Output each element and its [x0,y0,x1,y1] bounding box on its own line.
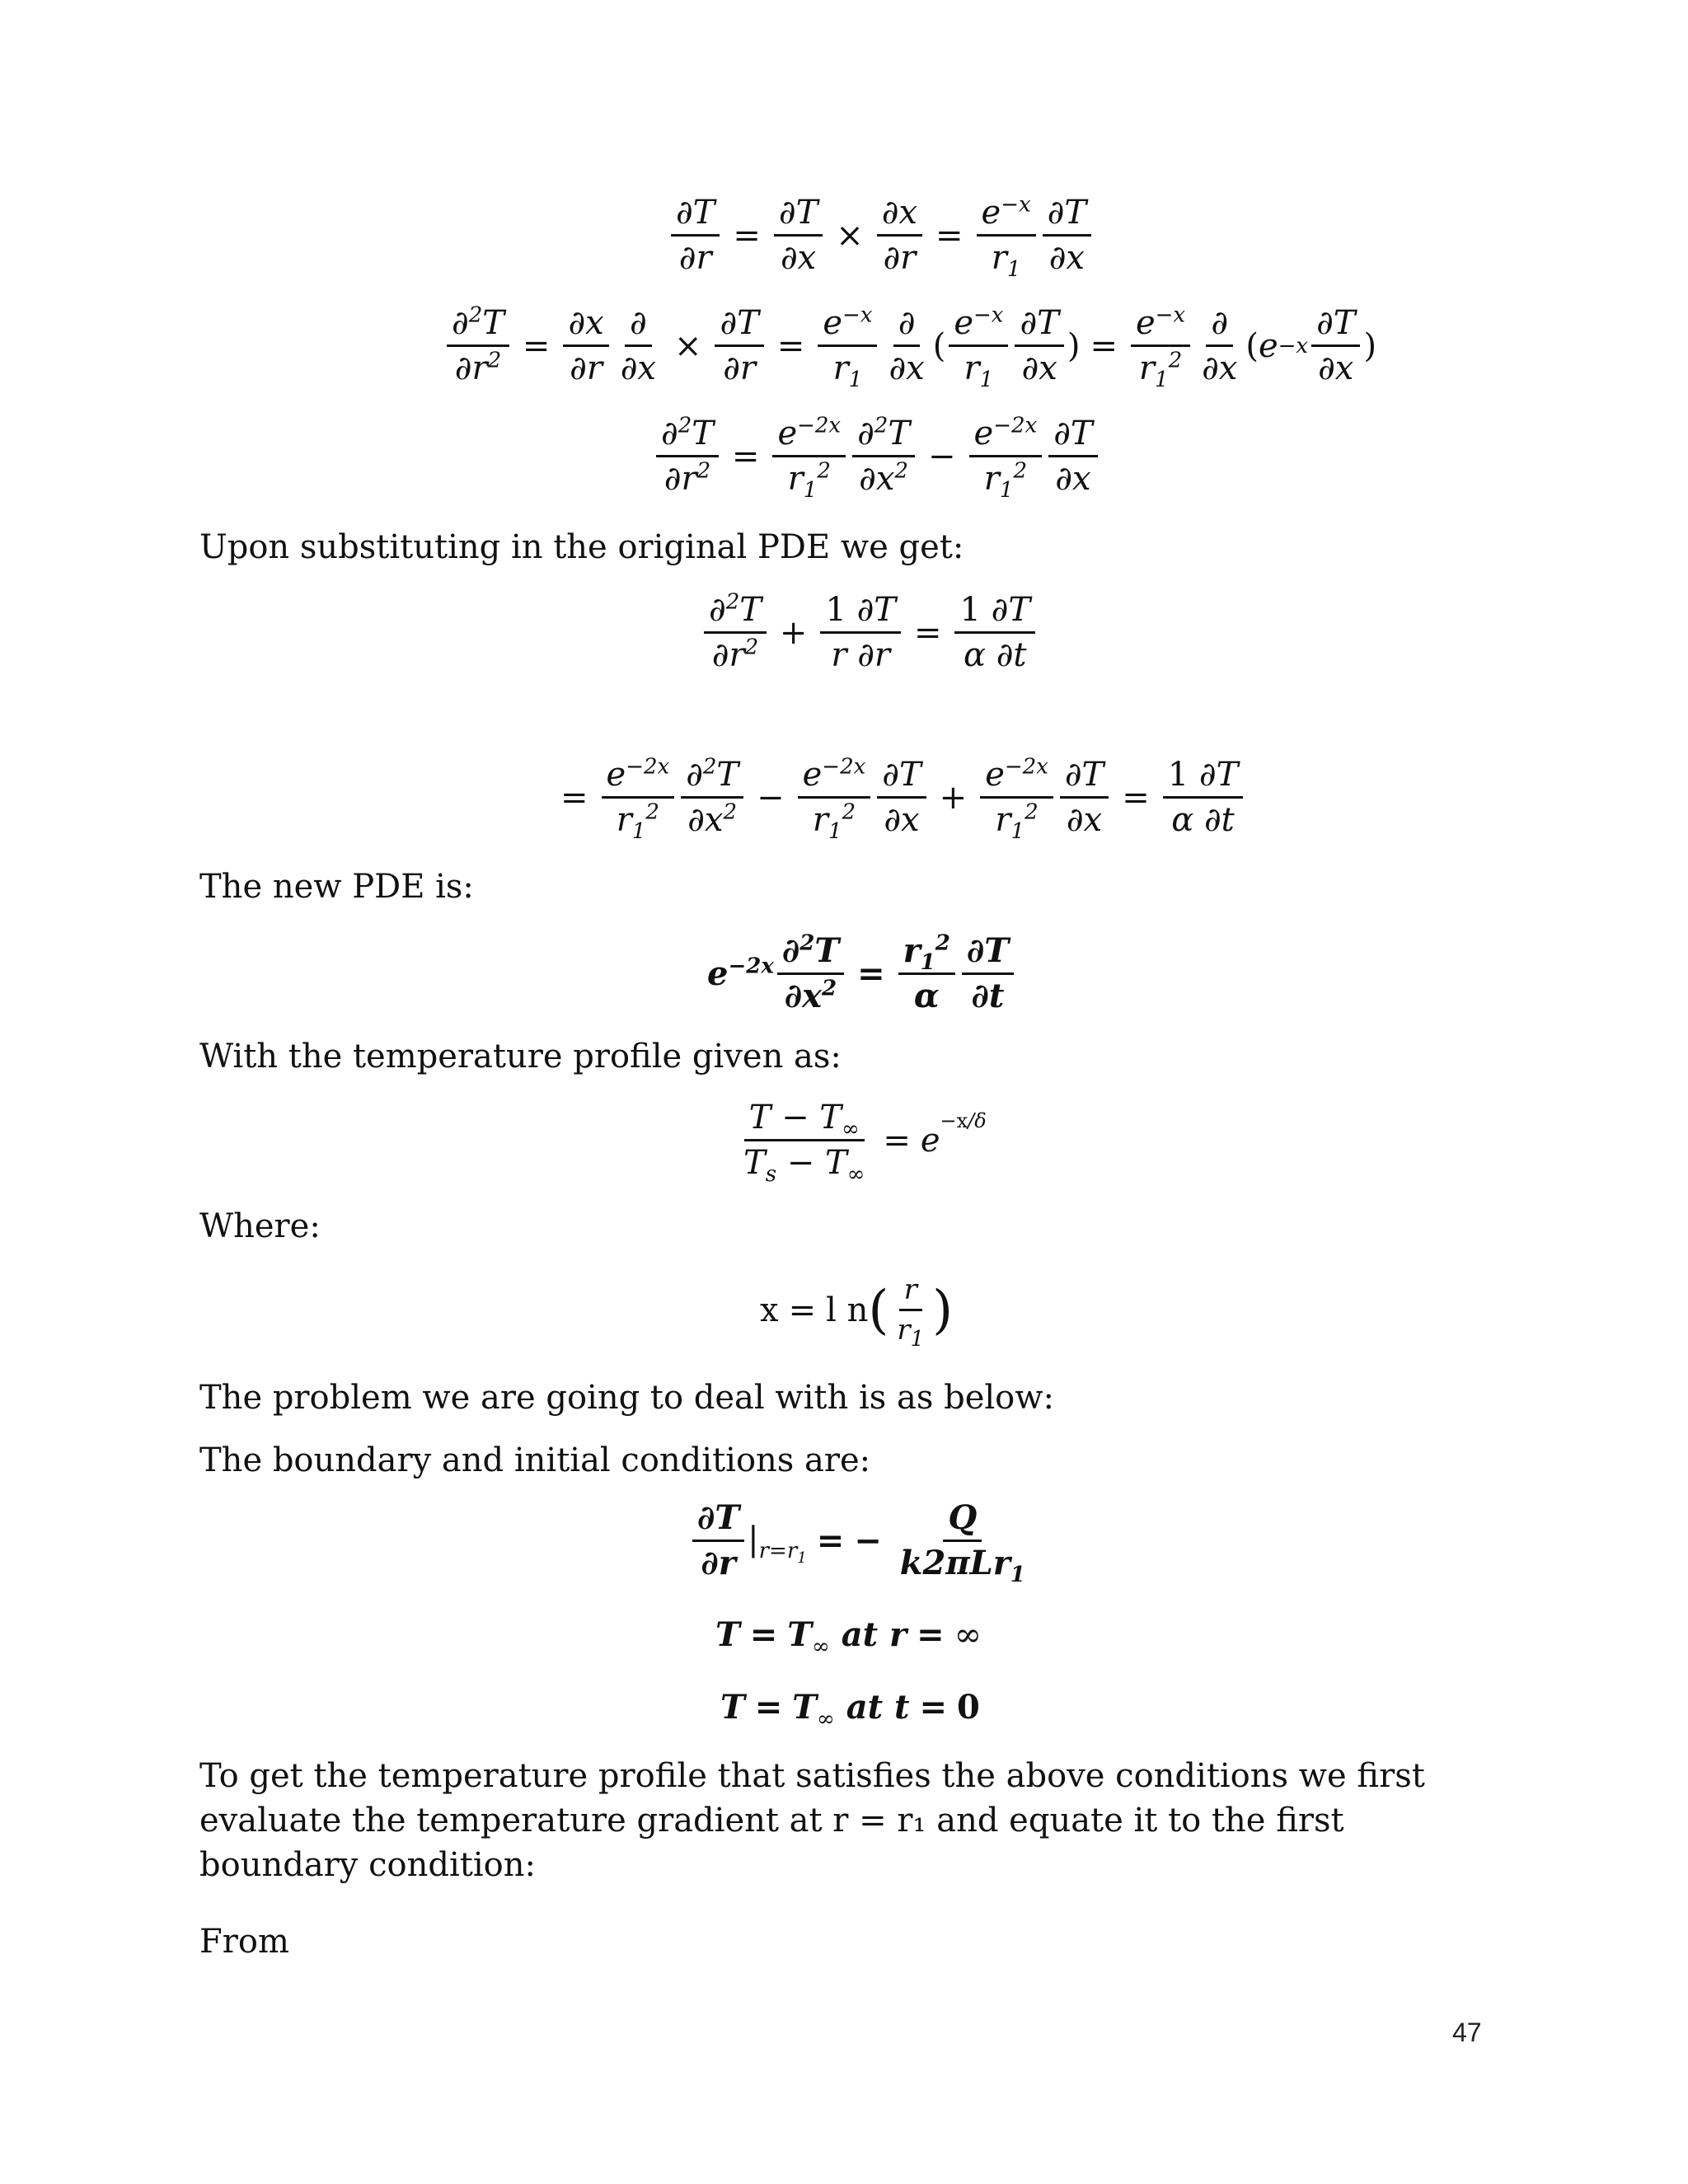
equation-initial-condition: T = $T_\infty$ at t = 0 [720,1688,980,1732]
equation-new-pde: $e^{-2x}$ $\frac{\partial^2T}{\partial x^2}$ = $\frac{r_1^2}{\alpha}$ $\frac{\partial T}{\partial t}$ [707,935,1017,1013]
text-new-pde: The new PDE is: [199,868,474,906]
equation-chain-rule-first: $\frac{\partial T}{\partial r}$ = $\frac{\partial T}{\partial x}$ × $\frac{\partial x}{\partial r}$ = $\frac{e^{-x}}{r_1}$ $\frac{\partial T}{\partial x}$ [668,196,1095,274]
text-boundary-conditions: The boundary and initial conditions are: [199,1441,871,1479]
text-paragraph-gradient: To get the temperature profile that satisfies the above conditions we first evaluate the temperature gradient at r = r₁ and equate it to the first boundary condition: [199,1757,1425,1884]
text-problem: The problem we are going to deal with is as below: [199,1379,1054,1417]
equation-second-derivative-result: $\frac{\partial^2T}{\partial r^2}$ = $\frac{e^{-2x}}{r_1^2}$ $\frac{\partial^2T}{\partial x^2}$ − $\frac{e^{-2x}}{r_1^2}$ $\frac{\partial T}{\partial x}$ [653,417,1101,495]
equation-chain-rule-second: $\frac{\partial^2T}{\partial r^2}$ = $\frac{\partial x}{\partial r}$ $\frac{\partial}{\partial x}$ × $\frac{\partial T}{\partial r}$ = $\frac{e^{-x}}{r_1}$ $\frac{\partial}{\partial x}$ ( $\frac{e^{-x}}{r_1}$ $\frac{\partial T}{\partial x}$ ) = $\frac{e^{-x}}{r_1^2}$ $\frac{\partial}{\partial x}$ ( e −x $\frac{\partial T}{\partial x}$ ) [443,307,1376,385]
equation-boundary-condition-infinity: T = $T_\infty$ at r = ∞ [715,1615,982,1659]
equation-substituted-pde: = $\frac{e^{-2x}}{r_1^2}$ $\frac{\partial^2T}{\partial x^2}$ − $\frac{e^{-2x}}{r_1^2}$ $\frac{\partial T}{\partial x}$ + $\frac{e^{-2x}}{r_1^2}$ $\frac{\partial T}{\partial x}$ = $\frac{1 \partial T}{\alpha \partial t}$ [551,758,1246,837]
text-temperature-profile: With the temperature profile given as: [199,1038,842,1076]
text-from: From [199,1923,289,1961]
equation-temperature-profile: $\frac{T - T_\infty}{T_s - T_\infty}$ = $e^{-x/\delta}$ [743,1099,987,1187]
text-substituting: Upon substituting in the original PDE we get: [199,528,964,566]
page-number: 47 [1452,2018,1482,2047]
text-where: Where: [199,1207,321,1245]
equation-x-definition: x = l n ( $\frac{r}{r_1}$ ) [760,1273,954,1352]
equation-original-pde: $\frac{\partial^2T}{\partial r^2}$ + $\frac{1 \partial T}{r \partial r}$ = $\frac{1 \partial T}{\alpha \partial t}$ [701,593,1039,672]
equation-boundary-condition-flux: $\frac{\partial T}{\partial r}$ $|_{r=r_1}$ = − $\frac{Q}{k2\pi Lr_1}$ [689,1502,1034,1580]
